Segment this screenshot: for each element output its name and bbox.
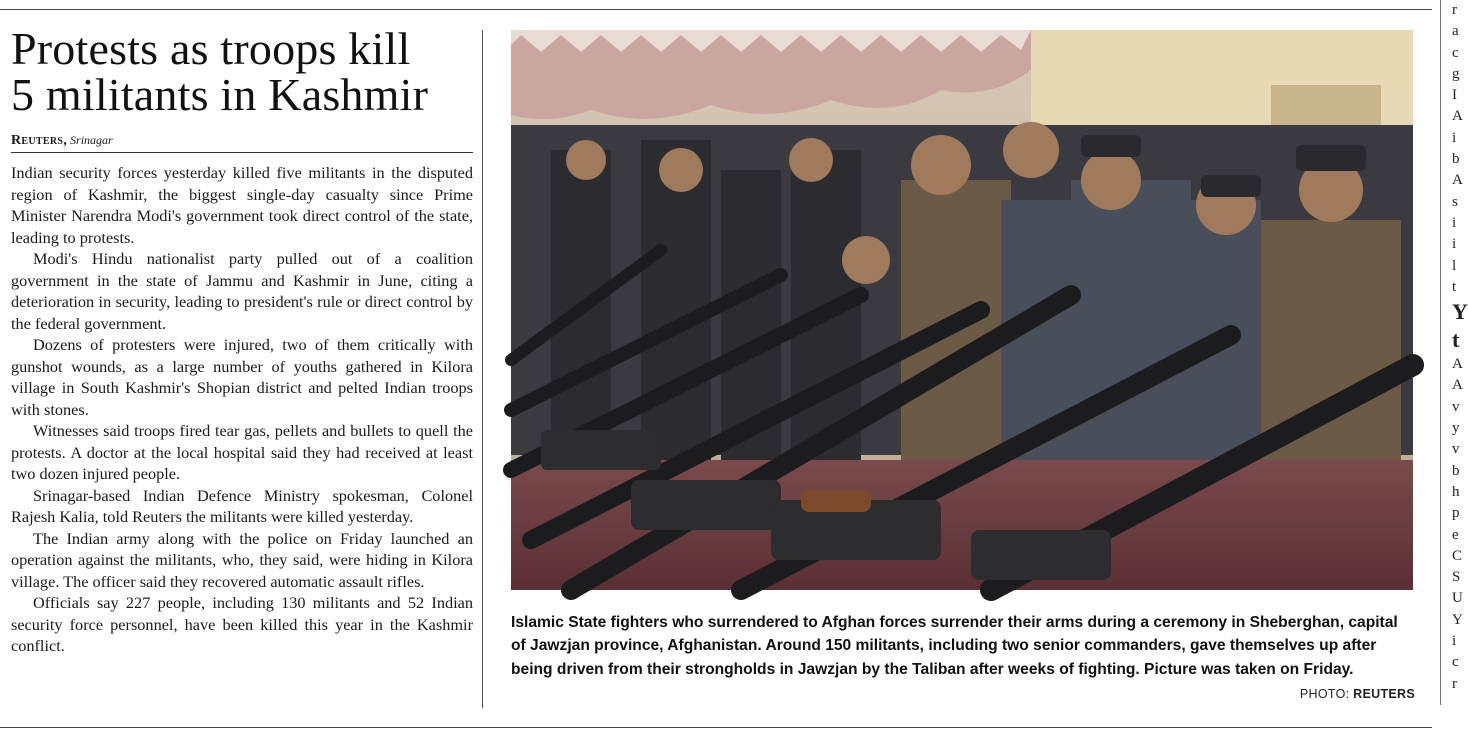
news-story [11, 23, 473, 657]
adjacent-column-fragment [1452, 0, 1468, 695]
edge-letter: A [1452, 377, 1463, 394]
edge-letter: S [1452, 569, 1461, 586]
edge-letter: i [1452, 129, 1457, 146]
edge-letter: v [1452, 398, 1460, 415]
edge-letter: y [1452, 420, 1460, 437]
edge-letter: Y [1452, 611, 1463, 628]
article-body [11, 162, 473, 657]
paragraph: Srinagar-based Indian Defence Ministry spokesman, Colonel Rajesh Kalia, told Reuters the militants were killed yesterday. [11, 485, 473, 526]
edge-letter: b [1452, 151, 1460, 168]
edge-letter: i [1452, 214, 1457, 231]
bottom-rule [0, 727, 1432, 728]
edge-letter: b [1452, 462, 1460, 479]
edge-letter: i [1452, 633, 1457, 650]
byline-dateline: Srinagar [70, 133, 113, 147]
photo-credit [1300, 687, 1415, 701]
news-photo [511, 30, 1413, 590]
edge-letter: c [1452, 44, 1459, 61]
edge-letter: A [1452, 108, 1463, 125]
edge-letter: a [1452, 23, 1459, 40]
headline [11, 23, 473, 120]
paragraph: The Indian army along with the police on Friday launched an operation against the militants, who, they said, were hiding in Kilora village. The officer said they recovered automatic assault rifles. [11, 528, 473, 591]
photo-credit-name: REUTERS [1353, 687, 1415, 701]
edge-letter: A [1452, 172, 1463, 189]
edge-letter: p [1452, 505, 1460, 522]
edge-letter: t [1452, 327, 1460, 353]
edge-letter: s [1452, 193, 1458, 210]
byline [11, 132, 473, 153]
edge-letter: e [1452, 526, 1459, 543]
paragraph: Indian security forces yesterday killed five militants in the disputed region of Kashmir, the biggest single-day casualty since Prime Minister Narendra Modi's government took direct control of the state, leading to protests. [11, 163, 473, 247]
headline-line-1: Protests as troops kill [11, 23, 411, 74]
right-column-separator [1440, 0, 1441, 705]
edge-letter: v [1452, 441, 1460, 458]
byline-agency: Reuters, [11, 133, 68, 148]
edge-letter: A [1452, 356, 1463, 373]
paragraph: Officials say 227 people, including 130 militants and 52 Indian security force personnel, have been killed this year in the Kashmir conflict. [11, 593, 473, 655]
photo-illustration [511, 30, 1413, 590]
edge-letter: Y [1452, 299, 1468, 325]
paragraph: Modi's Hindu nationalist party pulled out of a coalition government in the state of Jammu and Kashmir in June, citing a deterioration in security, leading to president's rule or direct control by the federal government. [11, 249, 473, 333]
edge-letter: g [1452, 65, 1460, 82]
column-separator [482, 30, 483, 708]
paragraph: Dozens of protesters were injured, two of them critically with gunshot wounds, as a large number of youths gathered in Kilora village in South Kashmir's Shopian district and pelted Indian troops with stones. [11, 335, 473, 419]
edge-letter: r [1452, 2, 1457, 18]
edge-letter: l [1452, 257, 1457, 274]
edge-letter: i [1452, 236, 1457, 253]
edge-letter: r [1452, 675, 1457, 692]
edge-letter: C [1452, 547, 1463, 564]
edge-letter: c [1452, 654, 1459, 671]
edge-letter: U [1452, 590, 1463, 607]
edge-letter: t [1452, 278, 1457, 295]
photo-credit-prefix: PHOTO: [1299, 687, 1350, 701]
edge-letter: I [1452, 87, 1457, 104]
paragraph: Witnesses said troops fired tear gas, pellets and bullets to quell the protests. A doctor at the local hospital said they had received at least two dozen injured people. [11, 421, 473, 483]
edge-letter: h [1452, 483, 1460, 500]
top-rule [0, 9, 1432, 10]
photo-caption: Islamic State fighters who surrendered to Afghan forces surrender their arms during a ceremony in Sheberghan, capital of Jawzjan province, Afghanistan. Around 150 militants, including two senior commanders, gave themselves up after being driven from their strongholds in Jawzjan by the Taliban after weeks of fighting. Picture was taken on Friday. [511, 614, 1398, 678]
headline-line-2: 5 militants in Kashmir [11, 69, 429, 120]
